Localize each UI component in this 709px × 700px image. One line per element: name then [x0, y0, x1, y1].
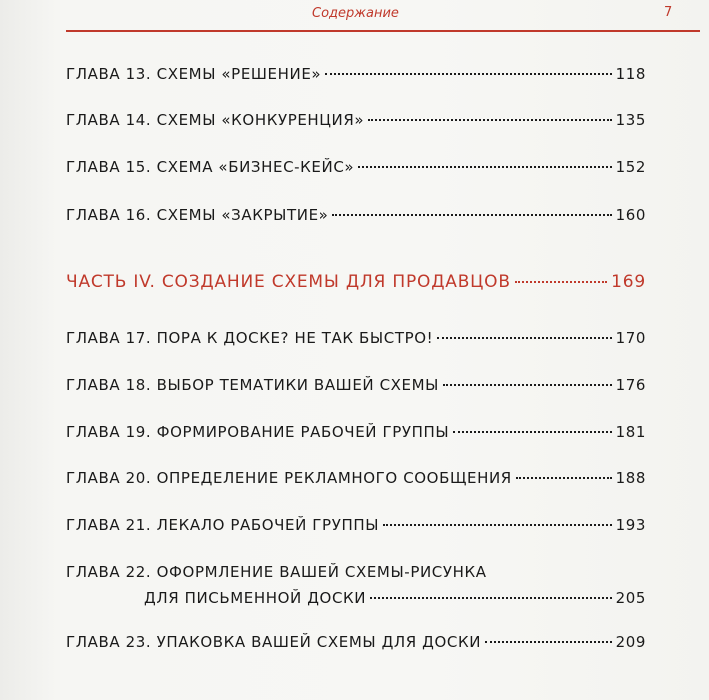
toc-entry-page: 160 [615, 206, 646, 224]
leader-dots [437, 336, 611, 339]
running-header [0, 0, 709, 40]
toc-entry-page: 170 [615, 329, 646, 347]
toc-entry-label: ГЛАВА 18. ВЫБОР ТЕМАТИКИ ВАШЕЙ СХЕМЫ [66, 376, 439, 394]
toc-entry-label: ГЛАВА 21. ЛЕКАЛО РАБОЧЕЙ ГРУППЫ [66, 516, 380, 534]
leader-dots [453, 430, 611, 433]
toc-entry-page: 135 [615, 111, 646, 129]
toc-entry-page: 176 [615, 376, 646, 394]
leader-dots [368, 118, 611, 121]
toc-entry-part-4 [66, 272, 646, 292]
leader-dots [443, 383, 612, 386]
leader-dots [485, 640, 612, 643]
toc-entry-page: 188 [615, 469, 646, 487]
toc-entry-label: ГЛАВА 17. ПОРА К ДОСКЕ? НЕ ТАК БЫСТРО! [66, 329, 434, 347]
toc-entry-page: 118 [615, 65, 646, 83]
toc-entry-label: ГЛАВА 14. СХЕМЫ «КОНКУРЕНЦИЯ» [66, 111, 365, 129]
toc-entry-label: ГЛАВА 16. СХЕМЫ «ЗАКРЫТИЕ» [66, 206, 329, 224]
toc-entry-chapter-15 [66, 157, 646, 177]
leader-dots [358, 165, 611, 168]
toc-entry-label: ГЛАВА 15. СХЕМА «БИЗНЕС-КЕЙС» [66, 158, 355, 176]
page-number: 7 [664, 5, 673, 20]
toc-entry-label: ГЛАВА 20. ОПРЕДЕЛЕНИЕ РЕКЛАМНОГО СООБЩЕНИЯ [66, 469, 512, 487]
leader-dots [516, 476, 612, 479]
toc-entry-page: 152 [615, 158, 646, 176]
toc-entry-page: 169 [611, 272, 646, 292]
header-rule [66, 30, 700, 32]
toc-entry-label: ГЛАВА 13. СХЕМЫ «РЕШЕНИЕ» [66, 65, 322, 83]
leader-dots [515, 280, 607, 283]
toc-entry-label: ГЛАВА 19. ФОРМИРОВАНИЕ РАБОЧЕЙ ГРУППЫ [66, 423, 450, 441]
toc-entry-page: 181 [615, 423, 646, 441]
toc-entry-chapter-22 [66, 562, 646, 608]
toc-entry-chapter-20 [66, 468, 646, 488]
toc-entry-page: 209 [615, 633, 646, 651]
toc-entry-chapter-23 [66, 632, 646, 652]
leader-dots [370, 596, 611, 599]
toc-part-label: ЧАСТЬ IV. СОЗДАНИЕ СХЕМЫ ДЛЯ ПРОДАВЦОВ [66, 272, 511, 292]
toc-entry-chapter-17 [66, 328, 646, 348]
leader-dots [325, 72, 611, 75]
toc-entry-label-line1: ГЛАВА 22. ОФОРМЛЕНИЕ ВАШЕЙ СХЕМЫ-РИСУНКА [66, 563, 487, 581]
toc-entry-chapter-19 [66, 422, 646, 442]
leader-dots [332, 213, 611, 216]
toc-entry-chapter-14 [66, 110, 646, 130]
toc-entry-chapter-18 [66, 375, 646, 395]
running-header-title: Содержание [312, 6, 399, 21]
toc-entry-page: 193 [615, 516, 646, 534]
leader-dots [383, 523, 612, 526]
toc-entry-page: 205 [615, 589, 646, 607]
toc-entry-chapter-21 [66, 515, 646, 535]
toc-entry-chapter-16 [66, 205, 646, 225]
toc-entry-label-line2: ДЛЯ ПИСЬМЕННОЙ ДОСКИ [144, 589, 367, 607]
toc-entry-chapter-13 [66, 64, 646, 84]
toc-entry-label: ГЛАВА 23. УПАКОВКА ВАШЕЙ СХЕМЫ ДЛЯ ДОСКИ [66, 633, 482, 651]
